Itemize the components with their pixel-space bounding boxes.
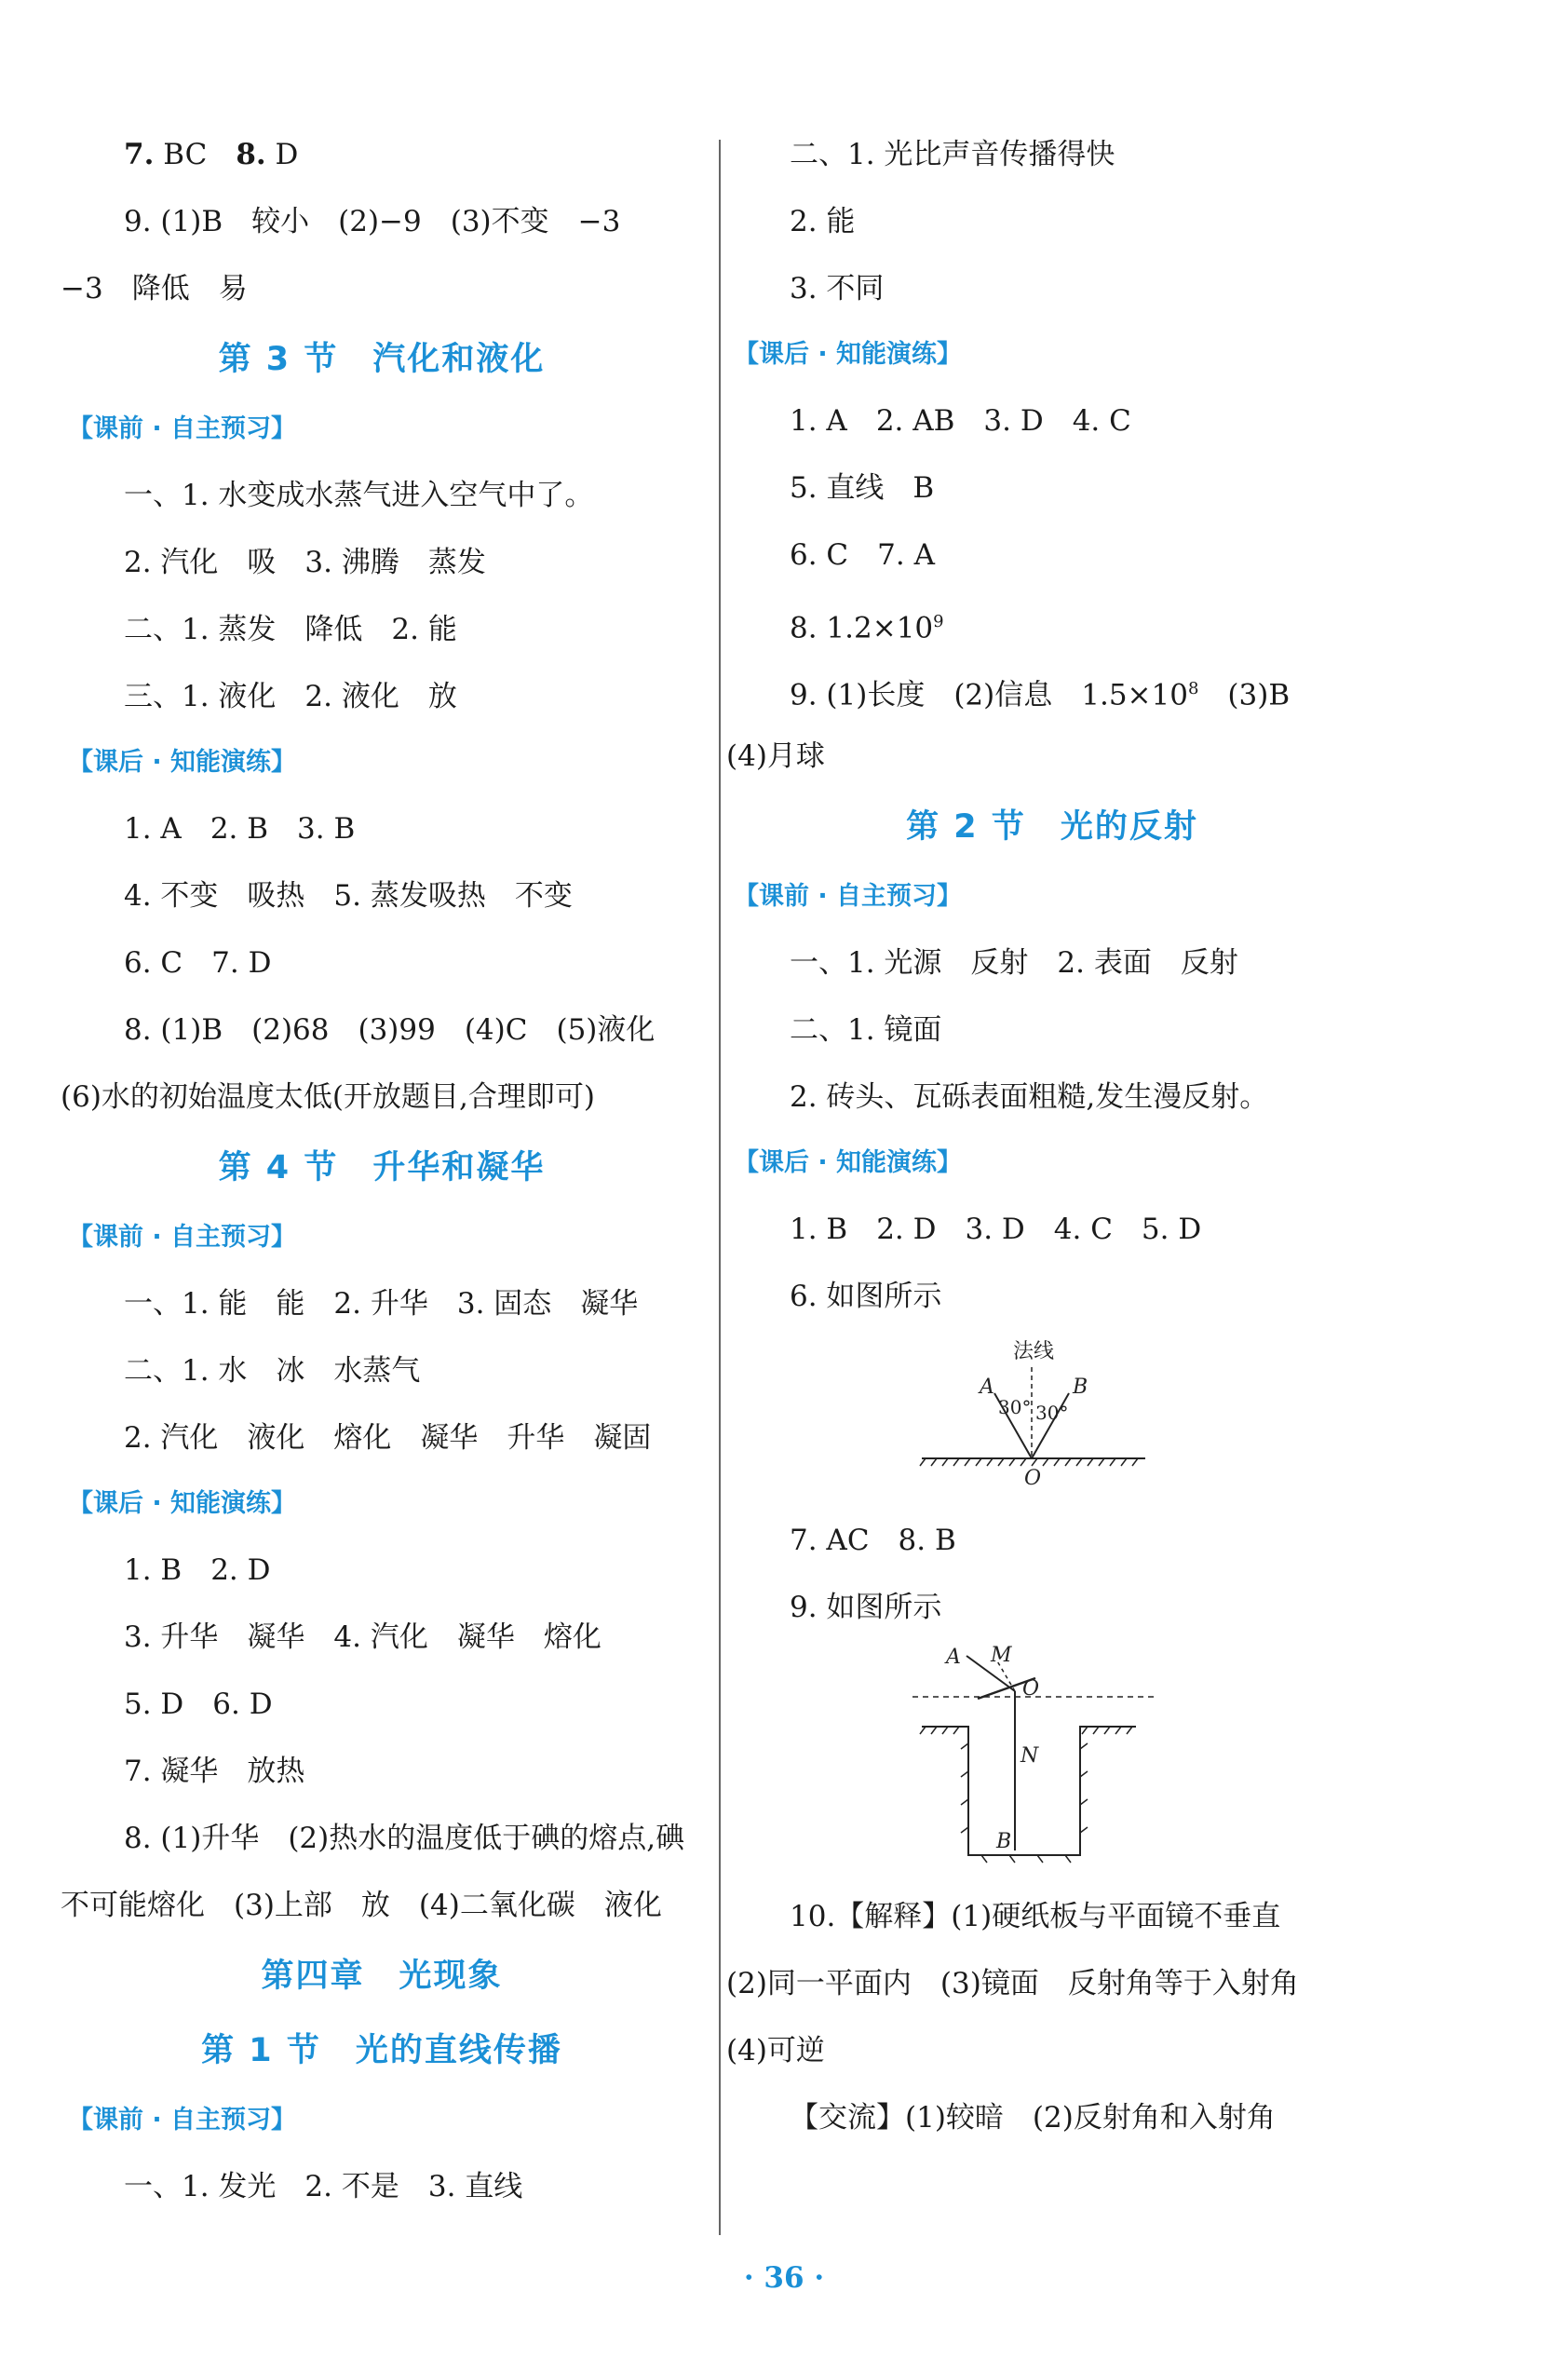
answer-line: −3 降低 易 [61,272,248,305]
answer-line: 不可能熔化 (3)上部 放 (4)二氧化碳 液化 [61,1889,662,1922]
answer-line: 8. (1)升华 (2)热水的温度低于碘的熔点,碘 [124,1822,685,1855]
point-o-label: O [1022,1677,1040,1701]
well-reflection-diagram [726,1641,1378,1883]
reflection-diagram [726,1330,1378,1507]
section-tag: 【课后 · 知能演练】 [68,748,297,777]
normal-label: 法线 [1013,1340,1055,1363]
chapter-title: 第四章 光现象 [261,1958,503,1995]
answer-line: 二、1. 光比声音传播得快 [790,138,1115,171]
answer-line: 1. B 2. D [124,1553,271,1587]
answer-line: 一、1. 能 能 2. 升华 3. 固态 凝华 [124,1287,639,1321]
point-b-label: B [996,1830,1012,1853]
section-title: 第 4 节 升华和凝华 [218,1149,546,1186]
answer-line: 【交流】(1)较暗 (2)反射角和入射角 [790,2101,1276,2135]
answer-line: 9. 如图所示 [790,1591,942,1624]
column-divider [719,140,721,2235]
angle-label: 30° [1035,1402,1069,1424]
answer-line: 三、1. 液化 2. 液化 放 [124,680,457,713]
answer-line: 2. 汽化 吸 3. 沸腾 蒸发 [124,546,486,579]
section-tag: 【课前 · 自主预习】 [68,1223,297,1252]
section-tag: 【课前 · 自主预习】 [68,414,297,443]
answer-line: (4)月球 [726,739,825,773]
answer-line: 3. 不同 [790,272,885,305]
answer-line: 二、1. 蒸发 降低 2. 能 [124,613,457,646]
answer-line: 7. BC 8. D [124,138,299,171]
section-title: 第 2 节 光的反射 [906,808,1198,846]
section-tag: 【课后 · 知能演练】 [734,340,963,369]
answer-line: 3. 升华 凝华 4. 汽化 凝华 熔化 [124,1620,602,1654]
answer-line: 2. 能 [790,205,856,238]
answer-line: 8. $1.2\times 10^9$ [790,611,944,645]
answer-line: 10.【解释】(1)硬纸板与平面镜不垂直 [790,1900,1281,1933]
section-title: 第 3 节 汽化和液化 [218,341,546,378]
answer-line: 5. 直线 B [790,471,935,505]
answer-line: 2. 砖头、瓦砾表面粗糙,发生漫反射。 [790,1080,1269,1114]
answer-line: 1. A 2. AB 3. D 4. C [790,404,1131,438]
answer-line: 4. 不变 吸热 5. 蒸发吸热 不变 [124,879,573,913]
point-a-label: A [946,1646,961,1669]
point-n-label: N [1021,1744,1039,1768]
answer-line: 6. 如图所示 [790,1280,942,1313]
answer-line: 一、1. 光源 反射 2. 表面 反射 [790,946,1238,980]
point-b-label: B [1073,1376,1088,1399]
answer-line: 9. (1)长度 (2)信息 $1.5\times 10^8$ (3)B [790,678,1291,712]
answer-line: 二、1. 水 冰 水蒸气 [124,1354,421,1388]
mirror-hatch [920,1458,1138,1466]
section-tag: 【课后 · 知能演练】 [734,1148,963,1177]
answer-line: 8. (1)B (2)68 (3)99 (4)C (5)液化 [124,1013,656,1047]
answer-line: 一、1. 水变成水蒸气进入空气中了。 [124,479,594,512]
section-tag: 【课前 · 自主预习】 [734,882,963,911]
answer-line: 6. C 7. D [124,946,272,980]
section-title: 第 1 节 光的直线传播 [201,2032,562,2069]
page-number: · 36 · [743,2261,825,2295]
answer-line: 5. D 6. D [124,1688,273,1721]
section-tag: 【课后 · 知能演练】 [68,1489,297,1518]
answer-line: 二、1. 镜面 [790,1013,942,1047]
answer-line: 6. C 7. A [790,538,935,572]
point-m-label: M [991,1644,1012,1667]
answer-line: 一、1. 发光 2. 不是 3. 直线 [124,2170,523,2203]
point-o-label: O [1024,1467,1042,1490]
answer-line: 7. 凝华 放热 [124,1755,305,1788]
answer-line: (4)可逆 [726,2034,825,2067]
answer-line: (2)同一平面内 (3)镜面 反射角等于入射角 [726,1967,1299,2000]
answer-line: 9. (1)B 较小 (2)−9 (3)不变 −3 [124,205,621,238]
answer-line: 1. B 2. D 3. D 4. C 5. D [790,1213,1202,1246]
section-tag: 【课前 · 自主预习】 [68,2106,297,2135]
answer-line: 2. 汽化 液化 熔化 凝华 升华 凝固 [124,1421,652,1455]
angle-label: 30° [998,1396,1032,1418]
point-a-label: A [980,1376,994,1399]
answer-line: 7. AC 8. B [790,1524,956,1557]
left-column [61,121,703,2220]
answer-line: (6)水的初始温度太低(开放题目,合理即可) [61,1080,595,1114]
answer-line: 1. A 2. B 3. B [124,812,356,846]
right-column [726,121,1378,2151]
